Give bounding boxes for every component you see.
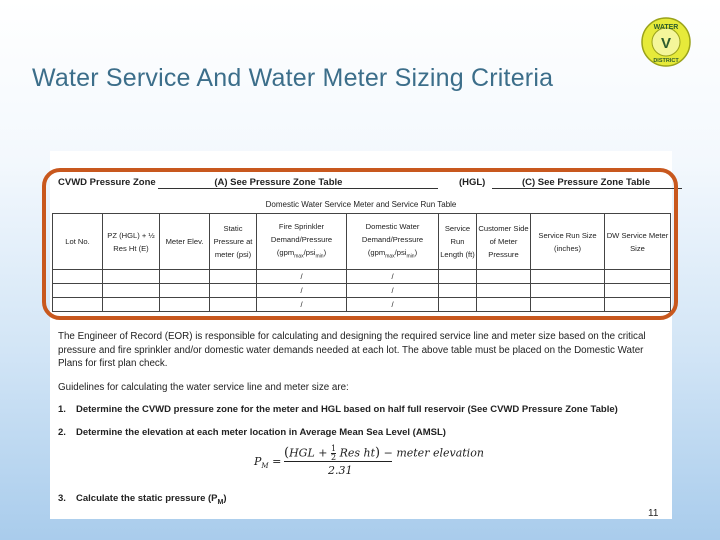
table-cell[interactable]: /	[347, 270, 439, 284]
header-customer-side-pressure: Customer Side of Meter Pressure	[477, 214, 531, 270]
header-fire-close: )	[323, 247, 327, 257]
formula-res-ht: Res ht	[339, 446, 376, 460]
table-cell[interactable]: /	[257, 284, 347, 298]
step-3-sub: M	[217, 498, 224, 506]
slide-title: Water Service And Water Meter Sizing Criteria	[32, 64, 554, 92]
table-cell[interactable]: /	[347, 298, 439, 312]
step-2-text: Determine the elevation at each meter location in Average Mean Sea Level (AMSL)	[76, 426, 446, 438]
logo-letter: V	[660, 35, 672, 52]
header-meter-elev: Meter Elev.	[160, 214, 210, 270]
table-cell[interactable]: /	[257, 298, 347, 312]
step-3-close: )	[223, 493, 227, 504]
hgl-label: (HGL)	[458, 177, 486, 188]
header-lot-no: Lot No.	[53, 214, 103, 270]
logo-bottom-text: DISTRICT	[653, 58, 679, 64]
header-service-run-size: Service Run Size (inches)	[531, 214, 605, 270]
step-3	[58, 493, 227, 506]
header-domestic-sub-min: min	[406, 253, 415, 260]
header-domestic-water-text: Domestic Water Demand/Pressure (gpm	[361, 221, 424, 257]
highlight-outline	[42, 168, 678, 320]
body-text	[58, 330, 668, 440]
step-1	[58, 403, 668, 417]
header-fire-sub-min: min	[315, 253, 324, 260]
formula-minus-meter: − meter elevation	[383, 446, 484, 460]
header-domestic-slash-psi: /psi	[394, 247, 407, 257]
header-static-pressure: Static Pressure at meter (psi)	[210, 214, 257, 270]
formula-lhs	[254, 455, 281, 470]
guidelines-heading: Guidelines for calculating the water service line and meter size are:	[58, 381, 349, 393]
step-1-number: 1.	[58, 404, 66, 416]
zone-label: CVWD Pressure Zone	[58, 177, 156, 188]
logo-top-text: WATER	[653, 24, 679, 31]
header-dw-meter-size: DW Service Meter Size	[605, 214, 671, 270]
step-3-number: 3.	[58, 493, 66, 504]
static-pressure-formula	[254, 441, 484, 486]
table-title: Domestic Water Service Meter and Service Run Table	[52, 200, 670, 214]
formula-fraction-bar	[284, 461, 392, 462]
step-2-number: 2.	[58, 426, 66, 438]
table-cell[interactable]: /	[257, 270, 347, 284]
formula-plus: +	[318, 446, 328, 460]
zone-value: (A) See Pressure Zone Table	[214, 177, 343, 188]
header-service-run-length: Service Run Length (ft)	[439, 214, 477, 270]
formula-lhs-p: P	[254, 455, 262, 468]
eor-paragraph: The Engineer of Record (EOR) is responsible for calculating and designing the required service line and meter size based on the critical pressure and fire sprinkler and/or domestic water demands needed at each lot. The above table must be placed on the Domestic Water Plans for first plan check.	[58, 331, 646, 370]
formula-denominator: 2.31	[328, 464, 353, 477]
header-fire-slash-psi: /psi	[303, 247, 316, 257]
formula-half	[331, 445, 336, 462]
step-2	[58, 426, 668, 440]
water-district-logo	[640, 16, 692, 68]
formula-half-num: 1	[330, 444, 337, 453]
formula-half-den: 2	[330, 453, 337, 462]
header-fire-sub-max: max	[294, 253, 304, 260]
formula-lhs-sub: M	[261, 462, 269, 471]
hgl-value: (C) See Pressure Zone Table	[521, 177, 651, 188]
formula-numerator: (HGL + $\frac{1}{2}$ Res ht) − meter elevation	[284, 444, 484, 462]
header-pz-hgl: PZ (HGL) + ½ Res Ht (E)	[103, 214, 160, 270]
header-domestic-close: )	[414, 247, 418, 257]
header-fire-sprinkler-text: Fire Sprinkler Demand/Pressure (gpm	[270, 221, 333, 257]
table-cell[interactable]: /	[347, 284, 439, 298]
formula-hgl: HGL	[289, 446, 315, 460]
page-number: 11	[648, 508, 659, 519]
header-domestic-sub-max: max	[385, 253, 395, 260]
formula-equals: =	[272, 455, 282, 468]
step-3-text: Calculate the static pressure (P	[76, 493, 218, 504]
step-1-text: Determine the CVWD pressure zone for the meter and HGL based on half full reservoir (See CVWD Pressure Zone Table)	[76, 404, 618, 416]
